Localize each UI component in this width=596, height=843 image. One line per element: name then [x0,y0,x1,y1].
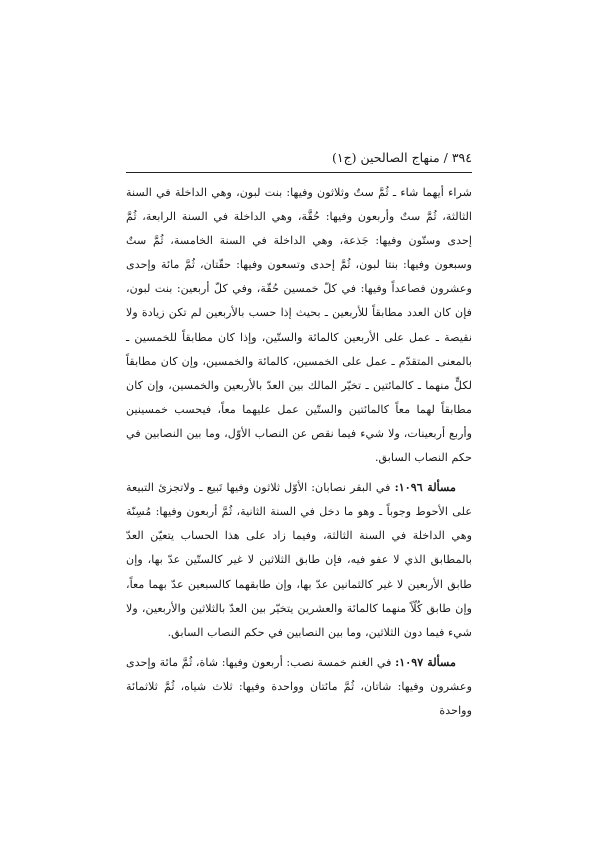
page-number: ٣٩٤ [451,150,472,165]
paragraph [126,181,472,470]
header-separator: / [439,150,452,165]
paragraph-masala-1097 [126,650,472,723]
masala-heading: مسألة ١٠٩٦: [394,480,456,495]
masala-heading: مسألة ١٠٩٧: [395,654,456,669]
paragraph-text: شراء أيهما شاء ـ ثُمَّ ستٌ وثلاثون وفيها: بنت لبون، وهي الداخلة في السنة الثالثة، ثُمَّ ستٌ وأربعون وفيها: حُقَّة، وهي الداخلة في السنة الرابعة، ثُمَّ إحدى وستّون وفيها: جَذعة، وهي الداخلة في السنة الخامسة، ثُمَّ ستٌ وسبعون وفيها: بنتا لبون، ثُمَّ إحدى وتسعون وفيها: حقّتان، ثُمَّ مائة وإحدى وعشرون فصاعداً وفيها: في كلّ خمسين حُقّة، وفي كلّ أربعين: بنت لبون، فإن كان العدد مطابقاً للأربعين ـ بحيث إذا حسب بالأربعين لم تكن زيادة ولا نقيصة ـ عمل على الأربعين كالمائة والستّين، وإذا كان مطابقاً للخمسين ـ بالمعنى المتقدّم ـ عمل على الخمسين، كالمائة والخمسين، وإن كان مطابقاً لكلٍّ منهما ـ كالمائتين ـ تخيّر المالك بين العدّ بالأربعين والخمسين، وإن كان مطابقاً لهما معاً كالمائتين والستّين عمل عليهما معاً، فيحسب خمسينين وأربع أربعينات، ولا شيء فيما نقص عن النصاب الأوّل، وما بين النصابين في حكم النصاب السابق. [126,186,472,465]
book-title: منهاج الصالحين (ج١) [331,150,440,165]
paragraph-text: في البقر نصابان: الأوّل ثلاثون وفيها تَبيع ـ ولاتجزئ التبيعة على الأحوط وجوباً ـ وهو ما دخل في السنة الثانية، ثُمَّ أربعون وفيها: مُسِنّة وهي الداخلة في السنة الثالثة، وفيما زاد على هذا الحساب يتعيّن العدّ بالمطابق الذي لا عفو فيه، فإن طابق الثلاثين لا غير كالستّين عدّ بها، وإن طابق الأربعين لا غير كالثمانين عدّ بها، وإن طابقهما كالسبعين عدّ بهما معاً، وإن طابق كُلّاً منهما كالمائة والعشرين يتخيّر بين العدّ بالثلاثين والأربعين، ولا شيء فيما دون الثلاثين، وما بين النصابين في حكم النصاب السابق. [126,481,472,639]
paragraph-text: في الغنم خمسة نصب: أربعون وفيها: شاة، ثُمَّ مائة وإحدى وعشرون وفيها: شاتان، ثُمَّ مائتان وواحدة وفيها: ثلاث شياه، ثُمَّ ثلاثمائة وواحدة [126,655,472,717]
paragraph-masala-1096 [126,475,472,645]
header-rule [126,172,472,173]
running-header [126,150,472,166]
body-text [126,181,472,723]
